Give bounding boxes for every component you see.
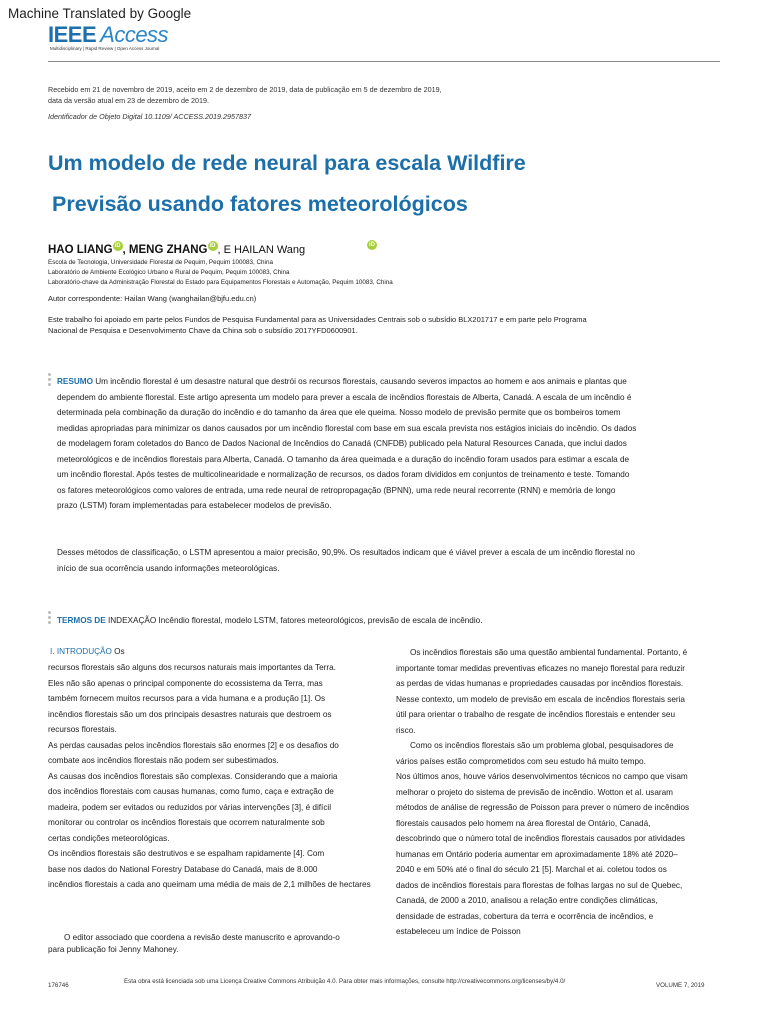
license-note: Esta obra está licenciada sob uma Licença Creative Commons Atribuição 4.0. Para obter mais informações, consulte http://creativecommons.org/licenses/by/4.0/ — [124, 978, 566, 985]
section-heading-tail: Os — [111, 647, 125, 656]
text-line: Os incêndios florestais são destrutivos e se espalham rapidamente [4]. Com — [48, 849, 325, 858]
journal-logo-ieee: IEEE — [48, 22, 97, 47]
text-line: densidade de estradas, cobertura da terra e ocorrência de incêndios, e — [396, 911, 654, 921]
text-line: incêndios florestais a cada ano queimam uma média de mais de 2,1 milhões de hectares — [48, 880, 371, 889]
author-meng-zhang: , MENG ZHANG — [122, 244, 208, 256]
editor-note: O editor associado que coordena a revisão deste manuscrito e aprovando-o para publicação foi Jenny Mahoney. — [48, 933, 340, 954]
drag-handle-icon — [48, 611, 51, 626]
abstract — [57, 374, 637, 514]
text-line: métodos de análise de regressão de Poisson para prever o número de incêndios — [396, 803, 690, 812]
text-line: também fornecem muitos recursos para a vida humana e a produção [1]. Os — [48, 694, 326, 703]
text-line: Canadá, de 2000 a 2010, analisou a relação entre condições climáticas, — [396, 896, 658, 905]
doi: Identificador de Objeto Digital 10.1109/ ACCESS.2019.2957837 — [48, 112, 251, 121]
abstract-conclusion: Desses métodos de classificação, o LSTM apresentou a maior precisão, 90,9%. Os resultados indicam que é viável prever a escala de um incêndio florestal no início de sua ocorrência usando informações meteorológicas. — [57, 548, 635, 573]
section-heading-label: I. INTRODUÇÃO — [50, 647, 112, 656]
text-line: humanas em Ontário poderia aumentar em aproximadamente 18% até 2020– — [396, 849, 678, 859]
text-line: melhorar o projeto do sistema de previsão de incêndio. Wotton et al. usaram — [396, 787, 674, 797]
machine-translated-label: Machine Translated by Google — [8, 6, 192, 21]
drag-handle-icon — [48, 373, 51, 388]
affiliation-3: Laboratório-chave da Administração Florestal do Estado para Equipamentos Florestais e Automação, Pequim 10083, China — [48, 279, 393, 286]
author-hao-liang: HAO LIANG — [48, 244, 113, 256]
header-rule — [48, 61, 720, 62]
intro-right-column — [396, 645, 726, 940]
journal-tagline: Multidisciplinary | Rapid Review | Open Access Journal — [50, 46, 160, 51]
text-line: dados de incêndios florestais para florestas de folhas largas no sul de Quebec, — [396, 880, 683, 890]
text-line: descobrindo que o número total de incêndios florestais causados por atividades — [396, 834, 686, 843]
text-line: Nos últimos anos, houve vários desenvolvimentos técnicos no campo que visam — [396, 772, 688, 781]
text-line: útil para orientar o trabalho de resgate de incêndios florestais e entender seu — [396, 710, 676, 719]
text-line: combate aos incêndios florestais não podem ser subestimados. — [48, 756, 279, 765]
orcid-icon[interactable]: iD — [114, 243, 121, 249]
section-heading-introduction — [50, 644, 125, 660]
text-line: 2040 e em 50% até o final do século 21 [5]. Marchal et ai. coletou todos os — [396, 865, 667, 874]
text-line: monitorar ou controlar os incêndios florestais que ocorrem naturalmente sob — [48, 818, 325, 827]
paper-title-line-2: Previsão usando fatores meteorológicos — [52, 192, 468, 216]
text-line: Os incêndios florestais são uma questão ambiental fundamental. Portanto, é — [410, 648, 688, 657]
text-line: As perdas causadas pelos incêndios florestais são enormes [2] e os desafios do — [48, 740, 339, 750]
text-line: Nesse contexto, um modelo de previsão em escala de incêndios florestais seria — [396, 694, 685, 704]
affiliation-1: Escola de Tecnologia, Universidade Florestal de Pequim, Pequim 100083, China — [48, 259, 273, 266]
text-line: As causas dos incêndios florestais são complexas. Considerando que a maioria — [48, 771, 338, 781]
text-line: incêndios florestais são um dos principais desastres naturais que destroem os — [48, 709, 332, 719]
text-line: madeira, podem ser evitados ou reduzidos por várias intervenções [3], é difícil — [48, 802, 332, 812]
paper-title-line-1: Um modelo de rede neural para escala Wildfire — [48, 151, 526, 175]
corresponding-author: Autor correspondente: Hailan Wang (wanghailan@bjfu.edu.cn) — [48, 294, 257, 303]
text-line: certas condições meteorológicas. — [48, 833, 170, 843]
orcid-icon[interactable]: iD — [369, 242, 375, 248]
index-terms — [57, 613, 657, 629]
text-line: dos incêndios florestais com causas humanas, como fumo, caça e extração de — [48, 787, 334, 796]
volume-label: VOLUME 7, 2019 — [656, 982, 705, 989]
text-line: Eles não são apenas o principal componente do ecossistema da Terra, mas — [48, 678, 323, 688]
author-hailan-wang: , E HAILAN Wang — [217, 244, 306, 256]
text-line: florestais causados pelo homem na área florestal de Ontário, Canadá, — [396, 818, 651, 828]
abstract-text: Um incêndio florestal é um desastre natural que destrói os recursos florestais, causando severos impactos ao homem e aos animais e plantas que dependem do ambiente florestal. Este artigo apresenta um modelo para prever a escala de incêndios florestais de Alberta, Canadá. A escala de um incêndio é determinada pela combinação da duração do incêndio e do tamanho da área que ele queima. Nosso modelo de previsão permite que os bombeiros tomem medidas apropriadas para minimizar os danos causados por um incêndio florestal com base em sua escala prevista nos estágios iniciais do incêndio. Os dados de modelagem foram coletados do Banco de Dados Nacional de Incêndios do Canadá (CNFDB) publicado pela Natural Resources Canada, que inclui dados meteorológicos e de incêndios florestais para Alberta, Canadá. O tamanho da área queimada e a duração do incêndio foram usados para estimar a escala de um incêndio florestal. Após testes de multicolinearidade e normalização de recursos, os dados foram divididos em conjuntos de treinamento e teste. Tomando os fatores meteorológicos como valores de entrada, uma rede neural de retropropagação (BPNN), uma rede neural recorrente (RNN) e memória de longo prazo (LSTM) foram implementadas para estabelecer modelos de previsão. — [57, 377, 637, 510]
text-line: importante tomar medidas preventivas eficazes no manejo florestal para reduzir — [396, 663, 685, 673]
text-line: vários países estão comprometidos com seu estudo há muito tempo. — [396, 756, 646, 766]
received-dates: Recebido em 21 de novembro de 2019, aceito em 2 de dezembro de 2019, data de publicação em 5 de dezembro de 2019, data da versão atual em 23 de dezembro de 2019. — [48, 85, 442, 105]
text-line: recursos florestais são alguns dos recursos naturais mais importantes da Terra. — [48, 663, 336, 672]
author-list — [48, 241, 305, 256]
abstract-label: RESUMO — [57, 377, 93, 386]
funding-note: Este trabalho foi apoiado em parte pelos Fundos de Pesquisa Fundamental para as Universidades Centrais sob o subsídio BLX201717 e em parte pelo Programa Nacional de Pesquisa e Desenvolvimento Chave da China sob o subsídio 2017YFD0600901. — [48, 315, 587, 335]
text-line: base nos dados do National Forestry Database do Canadá, mais de 8.000 — [48, 864, 318, 874]
orcid-icon[interactable]: iD — [209, 243, 216, 249]
journal-logo-access: Access — [100, 22, 169, 47]
text-line: risco. — [396, 725, 416, 735]
text-line: recursos florestais. — [48, 725, 117, 734]
affiliation-2: Laboratório de Ambiente Ecológico Urbano e Rural de Pequim, Pequim 100083, China — [48, 269, 290, 276]
text-line: estabeleceu um índice de Poisson — [396, 927, 521, 936]
journal-logo — [48, 22, 168, 48]
text-line: Como os incêndios florestais são um problema global, pesquisadores de — [410, 741, 674, 750]
index-terms-label: TERMOS DE — [57, 616, 106, 625]
text-line: as perdas de vidas humanas e propriedades causadas por incêndios florestais. — [396, 679, 684, 688]
page-number: 176746 — [48, 982, 69, 989]
intro-left-column — [48, 660, 388, 893]
affiliations — [48, 258, 393, 288]
index-terms-text: INDEXAÇÃO Incêndio florestal, modelo LSTM, fatores meteorológicos, previsão de escala de incêndio. — [105, 616, 483, 625]
